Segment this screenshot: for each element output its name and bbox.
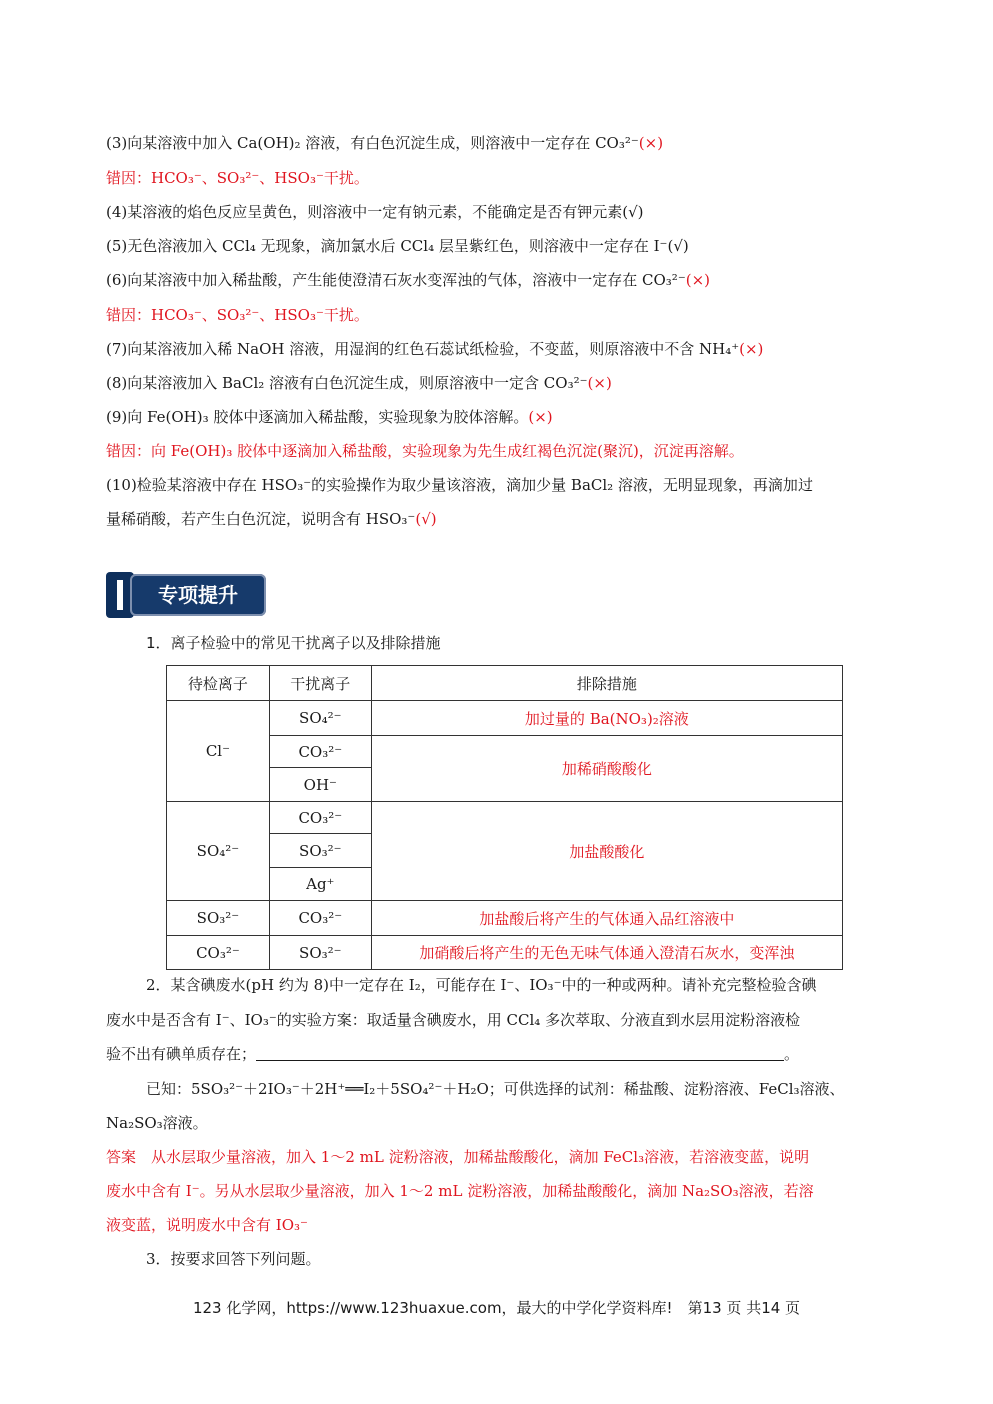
answer-blank[interactable] [256,1044,784,1061]
removal-method-cell: 加稀硝酸酸化 [371,736,842,802]
answer-line3: 液变蓝，说明废水中含有 IO₃⁻ [106,1216,308,1234]
q4: (4)某溶液的焰色反应呈黄色，则溶液中一定有钠元素，不能确定是否有钾元素(√) [106,203,644,221]
q3-text: (3)向某溶液中加入 Ca(OH)₂ 溶液，有白色沉淀生成，则溶液中一定存在 CO₃²⁻ [106,134,639,152]
q10-mark: (√) [415,510,437,528]
problem2-known2: Na₂SO₃溶液。 [106,1114,208,1132]
table-header-cell: 排除措施 [371,666,842,701]
q8 [106,372,612,394]
answer-line2: 废水中含有 I⁻。另从水层取少量溶液，加入 1～2 mL 淀粉溶液，加稀盐酸酸化，滴加 Na₂SO₃溶液，若溶 [106,1182,814,1200]
table-header-row [167,666,843,701]
interfering-ion-cell: CO₃²⁻ [269,901,371,936]
q8-text: (8)向某溶液加入 BaCl₂ 溶液有白色沉淀生成，则原溶液中一定含 CO₃²⁻ [106,374,588,392]
q9 [106,406,553,428]
q6 [106,269,710,291]
removal-method-cell: 加盐酸后将产生的气体通入品红溶液中 [371,901,842,936]
q8-mark: (×) [587,374,612,392]
q10-text: 量稀硝酸，若产生白色沉淀，说明含有 HSO₃⁻ [106,510,416,528]
target-ion-cell: Cl⁻ [167,701,270,802]
table-row [167,936,843,970]
table-row [167,901,843,936]
removal-method-cell: 加盐酸酸化 [371,802,842,901]
page-footer: 123 化学网，https://www.123huaxue.com，最大的中学化学资料库! 第13 页 共14 页 [192,1299,801,1317]
section-title: 专项提升 [130,574,266,616]
removal-method-cell: 加过量的 Ba(NO₃)₂溶液 [371,701,842,736]
interfering-ion-cell: OH⁻ [269,768,371,802]
target-ion-cell: SO₃²⁻ [167,901,270,936]
q3-mark: (×) [638,134,664,152]
interfering-ion-cell: SO₃²⁻ [269,936,371,970]
table-header-cell: 干扰离子 [269,666,371,701]
q10-line1: (10)检验某溶液中存在 HSO₃⁻的实验操作为取少量该溶液，滴加少量 BaCl₂ 溶液，无明显现象，再滴加过 [106,476,813,494]
interfering-ion-cell: Ag⁺ [269,868,371,901]
q9-error: 错因：向 Fe(OH)₃ 胶体中逐滴加入稀盐酸，实验现象为先生成红褐色沉淀(聚沉)，沉淀再溶解。 [106,442,744,460]
q10-line2 [106,508,437,530]
q7-mark: (×) [739,340,764,358]
interfering-ion-cell: CO₃²⁻ [269,802,371,834]
table-row [167,802,843,834]
problem2-known: 已知：5SO₃²⁻＋2IO₃⁻＋2H⁺══I₂＋5SO₄²⁻＋H₂O；可供选择的试剂：稀盐酸、淀粉溶液、FeCl₃溶液、 [146,1080,845,1098]
section-header [106,572,266,618]
removal-method-cell: 加硝酸后将产生的无色无味气体通入澄清石灰水，变浑浊 [371,936,842,970]
interfering-ion-cell: SO₃²⁻ [269,834,371,868]
table-header-cell: 待检离子 [167,666,270,701]
interfering-ion-cell: CO₃²⁻ [269,736,371,768]
q7-text: (7)向某溶液加入稀 NaOH 溶液，用湿润的红色石蕊试纸检验，不变蓝，则原溶液中不含 NH₄⁺ [106,340,740,358]
q5: (5)无色溶液加入 CCl₄ 无现象，滴加氯水后 CCl₄ 层呈紫红色，则溶液中一定存在 I⁻(√) [106,237,689,255]
answer-line1: 答案 从水层取少量溶液，加入 1～2 mL 淀粉溶液，加稀盐酸酸化，滴加 FeCl₃溶液，若溶液变蓝，说明 [106,1148,810,1166]
q6-error: 错因：HCO₃⁻、SO₃²⁻、HSO₃⁻干扰。 [106,306,369,324]
problem2-line3-text: 验不出有碘单质存在； [106,1045,257,1063]
q9-text: (9)向 Fe(OH)₃ 胶体中逐滴加入稀盐酸，实验现象为胶体溶解。 [106,408,529,426]
q3 [106,132,663,154]
problem2-line3 [106,1043,799,1065]
problem2-line2: 废水中是否含有 I⁻、IO₃⁻的实验方案：取适量含碘废水，用 CCl₄ 多次萃取、分液直到水层用淀粉溶液检 [106,1011,801,1029]
table-row [167,701,843,736]
problem2-line3-end: 。 [784,1045,800,1063]
q7 [106,338,763,360]
problem3: 3．按要求回答下列问题。 [146,1250,321,1268]
q3-error: 错因：HCO₃⁻、SO₃²⁻、HSO₃⁻干扰。 [106,169,369,187]
problem1-title: 1．离子检验中的常见干扰离子以及排除措施 [146,634,441,652]
q9-mark: (×) [528,408,553,426]
q6-text: (6)向某溶液中加入稀盐酸，产生能使澄清石灰水变浑浊的气体，溶液中一定存在 CO₃²⁻ [106,271,686,289]
target-ion-cell: CO₃²⁻ [167,936,270,970]
interference-table [166,665,843,970]
problem2-line1: 2．某含碘废水(pH 约为 8)中一定存在 I₂，可能存在 I⁻、IO₃⁻中的一种或两种。请补充完整检验含碘 [146,976,817,994]
target-ion-cell: SO₄²⁻ [167,802,270,901]
interfering-ion-cell: SO₄²⁻ [269,701,371,736]
q6-mark: (×) [685,271,711,289]
